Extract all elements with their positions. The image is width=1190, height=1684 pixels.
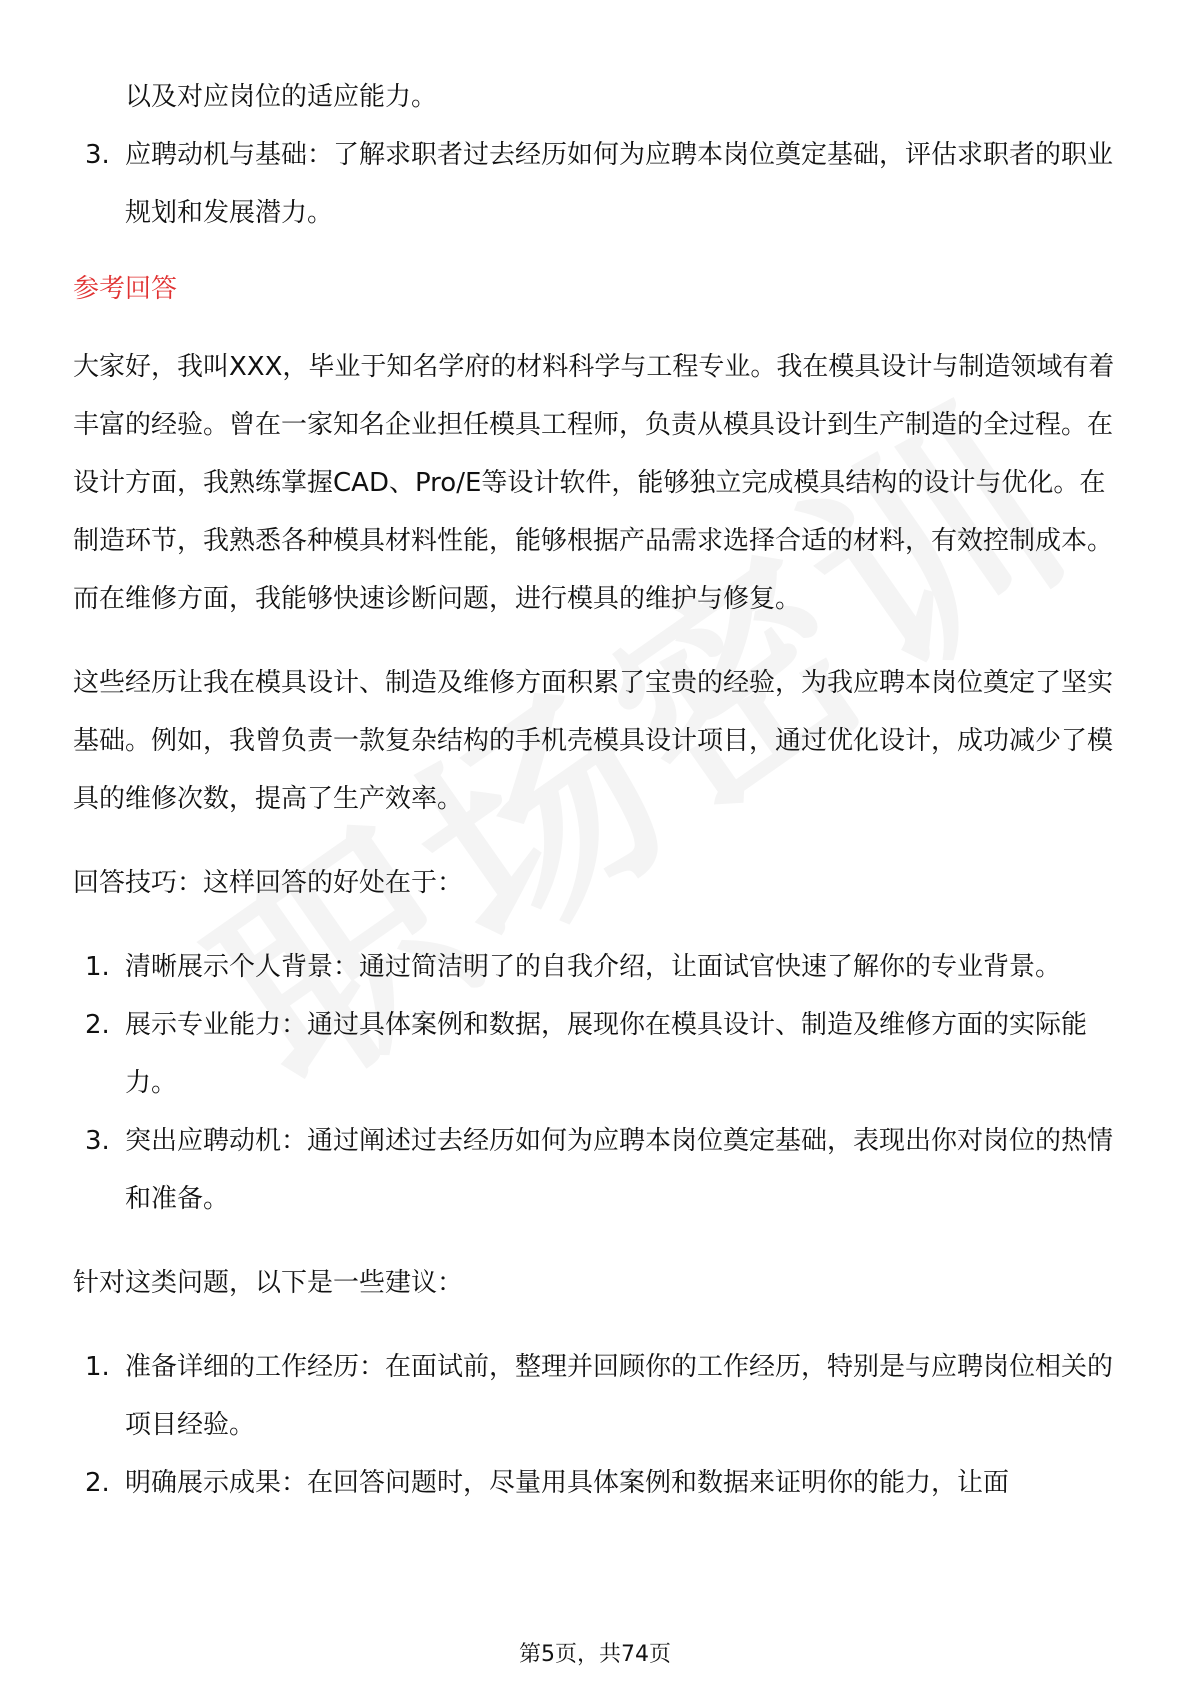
list-item [73, 126, 1118, 242]
list-item [73, 1454, 1118, 1512]
document-body [73, 68, 1118, 1538]
list-item [73, 1338, 1118, 1454]
list-number: 3. [85, 140, 110, 170]
advice-list [73, 1338, 1118, 1512]
list-number: 2. [85, 1010, 110, 1040]
advice-intro: 针对这类问题，以下是一些建议： [73, 1268, 464, 1298]
list-number: 2. [85, 1468, 110, 1498]
list-item-text: 展示专业能力：通过具体案例和数据，展现你在模具设计、制造及维修方面的实际能力。 [125, 1010, 1088, 1098]
list-item-text: 清晰展示个人背景：通过简洁明了的自我介绍，让面试官快速了解你的专业背景。 [125, 952, 1062, 982]
tips-intro: 回答技巧：这样回答的好处在于： [73, 868, 464, 898]
list-number: 1. [85, 1352, 110, 1382]
tips-list [73, 938, 1118, 1228]
list-item [73, 996, 1118, 1112]
list-item-text: 明确展示成果：在回答问题时，尽量用具体案例和数据来证明你的能力，让面 [125, 1468, 1010, 1498]
list-item-text: 应聘动机与基础：了解求职者过去经历如何为应聘本岗位奠定基础，评估求职者的职业规划和发展潜力。 [125, 140, 1114, 228]
page-footer: 第5页，共74页 [519, 1642, 671, 1667]
list-number: 3. [85, 1126, 110, 1156]
list-item-text: 准备详细的工作经历：在面试前，整理并回顾你的工作经历，特别是与应聘岗位相关的项目经验。 [125, 1352, 1114, 1440]
list-item [73, 1112, 1118, 1228]
answer-paragraph: 大家好，我叫XXX，毕业于知名学府的材料科学与工程专业。我在模具设计与制造领域有着丰富的经验。曾在一家知名企业担任模具工程师，负责从模具设计到生产制造的全过程。在设计方面，我熟练掌握CAD、Pro/E等设计软件，能够独立完成模具结构的设计与优化。在制造环节，我熟悉各种模具材料性能，能够根据产品需求选择合适的材料，有效控制成本。而在维修方面，我能够快速诊断问题，进行模具的维护与修复。 [73, 352, 1115, 614]
section-heading: 参考回答 [73, 274, 178, 304]
answer-paragraph: 这些经历让我在模具设计、制造及维修方面积累了宝贵的经验，为我应聘本岗位奠定了坚实基础。例如，我曾负责一款复杂结构的手机壳模具设计项目，通过优化设计，成功减少了模具的维修次数，提高了生产效率。 [73, 668, 1114, 814]
list-item [73, 938, 1118, 996]
list-item-text: 突出应聘动机：通过阐述过去经历如何为应聘本岗位奠定基础，表现出你对岗位的热情和准备。 [125, 1126, 1114, 1214]
list-item-continuation: 以及对应岗位的适应能力。 [125, 82, 438, 112]
list-number: 1. [85, 952, 110, 982]
